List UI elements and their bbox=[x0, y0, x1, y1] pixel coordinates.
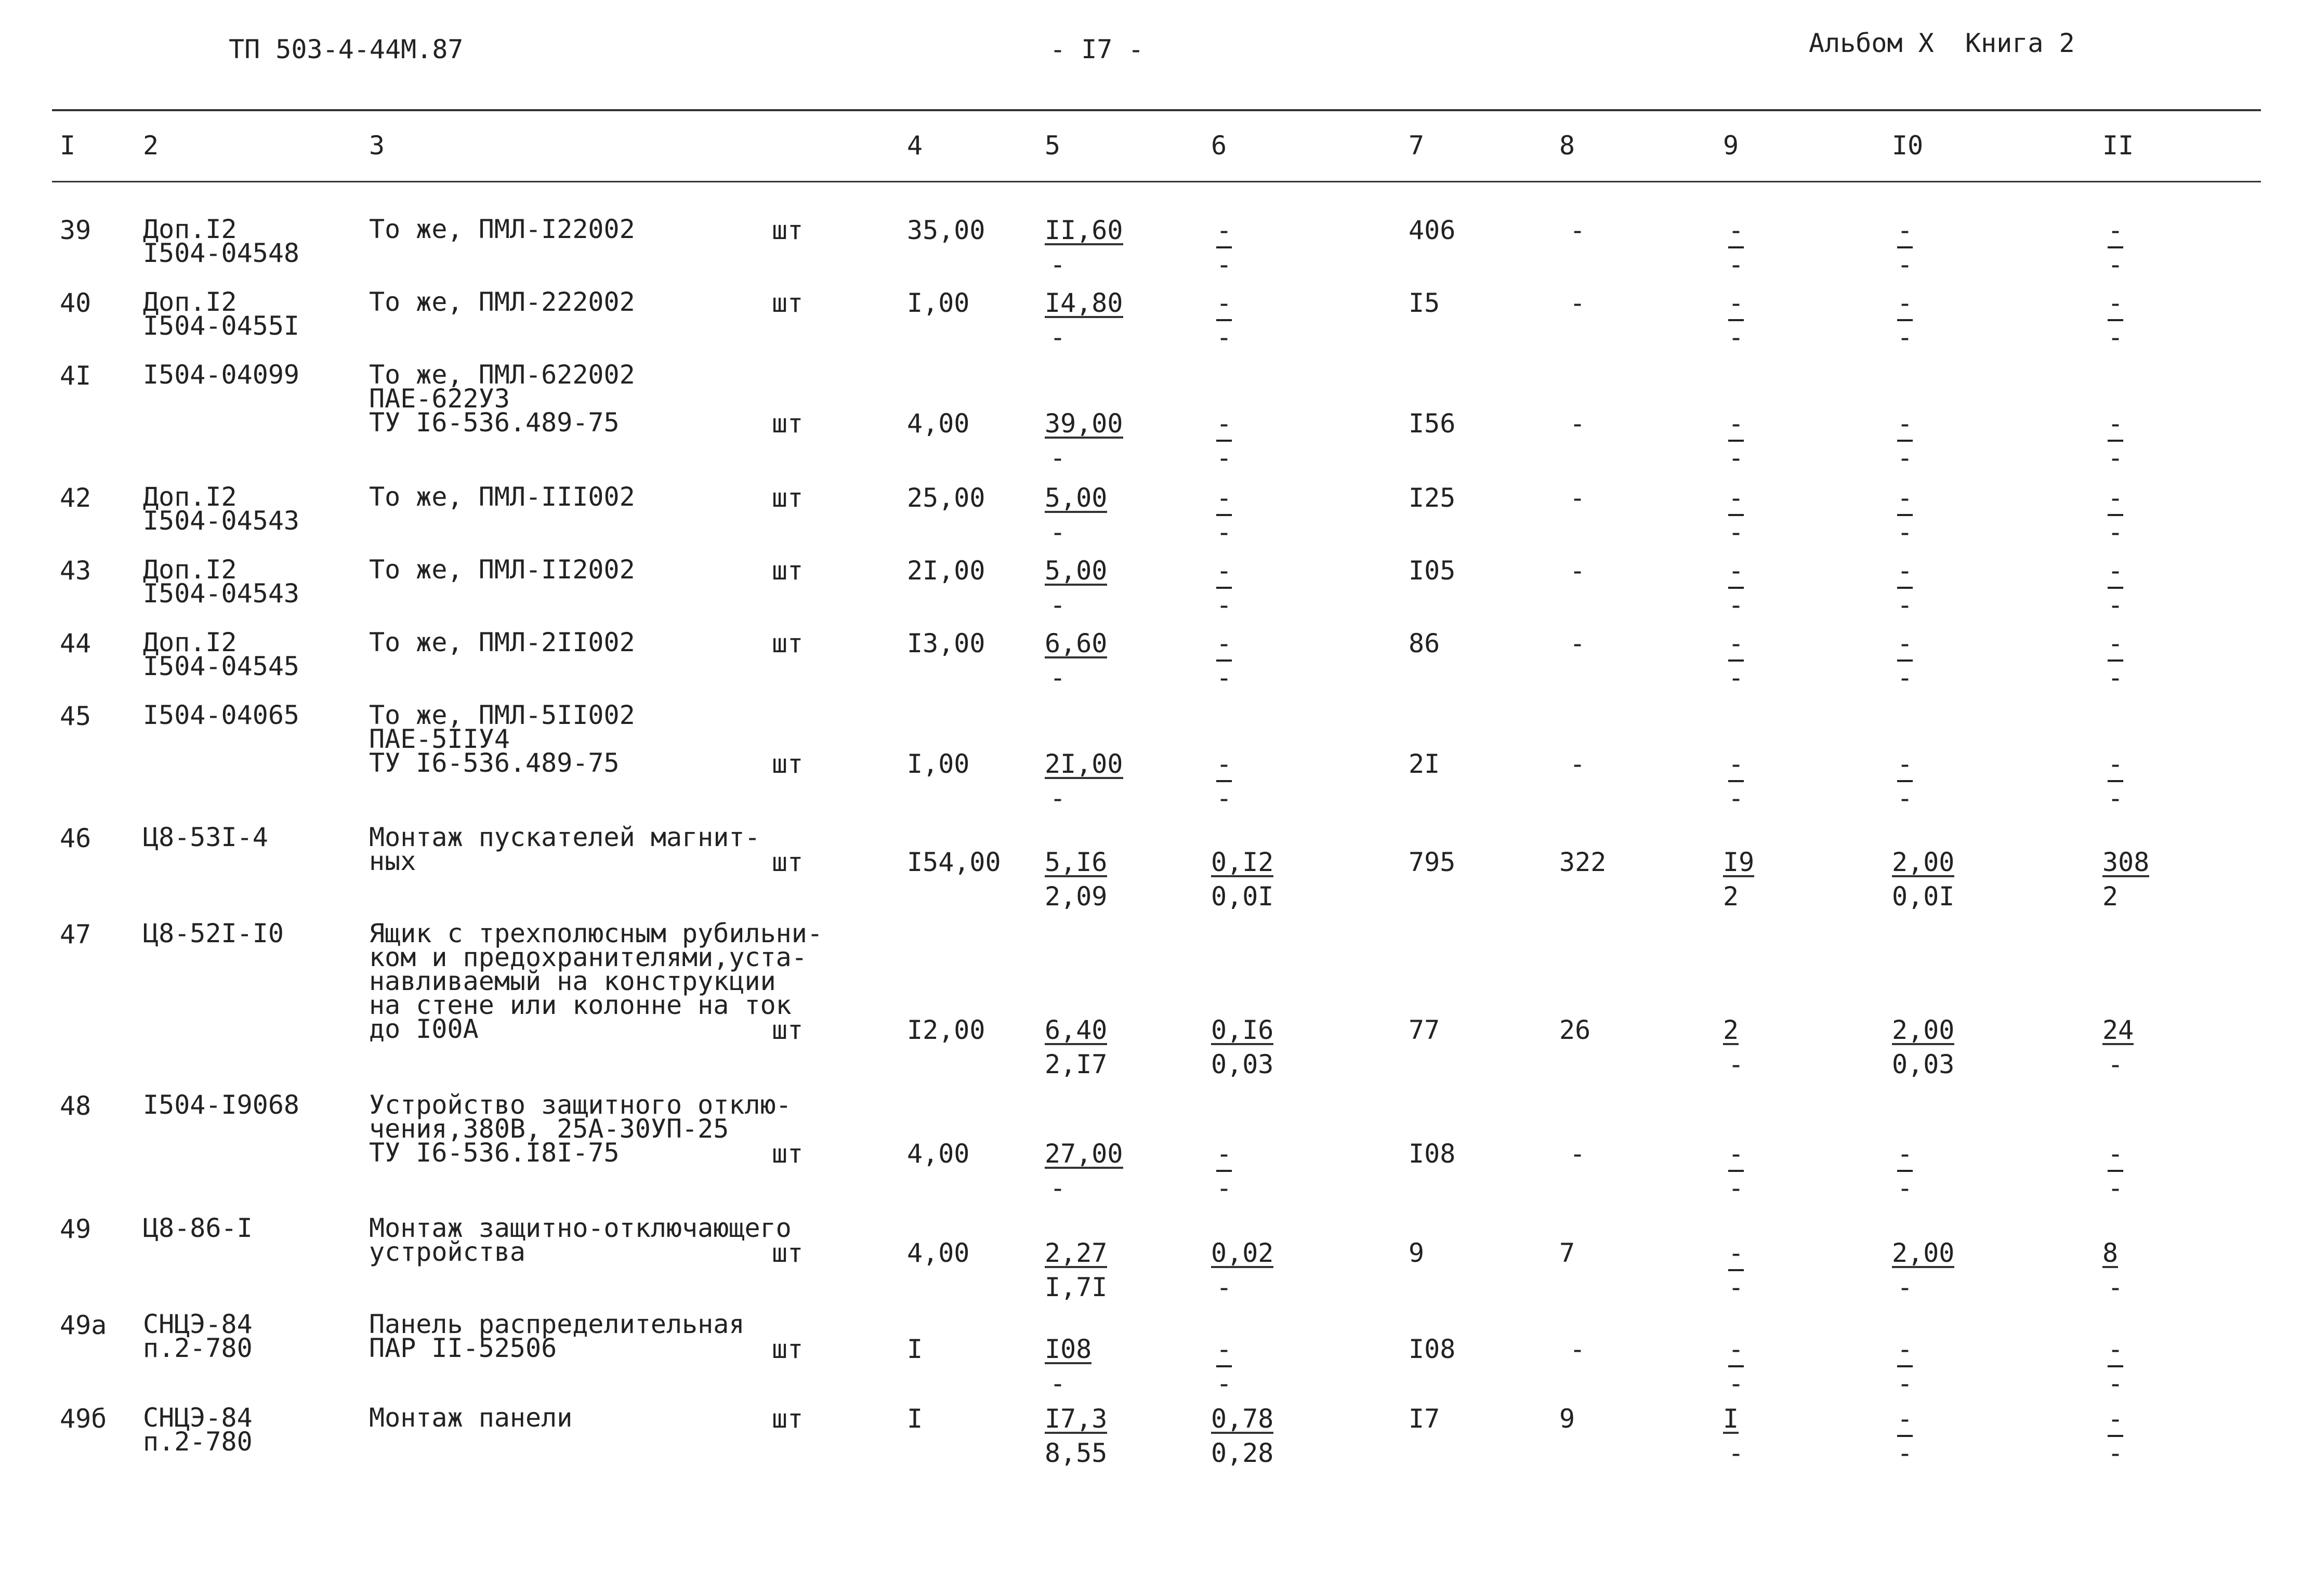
row-number: 46 bbox=[60, 823, 91, 853]
c6-numerator: - bbox=[1216, 408, 1232, 439]
c8-cell: - bbox=[1570, 483, 1586, 513]
c9-numerator: - bbox=[1728, 215, 1744, 245]
c6-numerator: - bbox=[1216, 628, 1232, 658]
c9-numerator bbox=[1723, 849, 1754, 877]
c8-cell: - bbox=[1570, 215, 1586, 245]
c11-numerator: - bbox=[2108, 288, 2124, 318]
c9-numerator bbox=[1723, 1406, 1739, 1434]
name-line: ком и предохранителями,уста- bbox=[369, 942, 807, 972]
quantity-cell: 4,00 bbox=[907, 1238, 970, 1268]
c5-value: 6,40 bbox=[1045, 1015, 1108, 1045]
c9-denominator: - bbox=[1728, 1272, 1744, 1302]
unit-cell: шт bbox=[772, 847, 804, 877]
c5-numerator bbox=[1045, 1141, 1123, 1169]
c11-numerator: - bbox=[2108, 556, 2124, 586]
c7-cell: 9 bbox=[1409, 1238, 1425, 1268]
c8-cell: 7 bbox=[1559, 1238, 1575, 1268]
name-line: То же, ПМЛ-622002 bbox=[369, 360, 635, 390]
c9-numerator: - bbox=[1728, 288, 1744, 318]
c9-value: 2 bbox=[1723, 1015, 1739, 1045]
c10-numerator: - bbox=[1897, 288, 1913, 318]
name-line: ных bbox=[369, 846, 416, 876]
c6-numerator: - bbox=[1216, 556, 1232, 586]
c5-denominator: - bbox=[1050, 322, 1066, 352]
c6-denominator: - bbox=[1216, 249, 1232, 280]
c10-numerator: - bbox=[1897, 215, 1913, 245]
c10-denominator: 0,03 bbox=[1892, 1049, 1955, 1079]
c10-denominator: - bbox=[1897, 1438, 1913, 1468]
c11-numerator: - bbox=[2108, 408, 2124, 439]
quantity-cell: I,00 bbox=[907, 749, 970, 779]
column-header-1: I bbox=[60, 130, 76, 161]
c8-cell: - bbox=[1570, 1334, 1586, 1364]
column-header-7: 7 bbox=[1409, 130, 1425, 161]
code-line: СНЦЭ-84 bbox=[143, 1403, 253, 1433]
c7-cell: 86 bbox=[1409, 628, 1440, 658]
quantity-cell: I,00 bbox=[907, 288, 970, 318]
c5-value: I7,3 bbox=[1045, 1404, 1108, 1434]
code-line: Ц8-52I-I0 bbox=[143, 918, 284, 948]
c9-numerator bbox=[1723, 1017, 1739, 1045]
name-line: То же, ПМЛ-I22002 bbox=[369, 214, 635, 244]
c11-denominator: - bbox=[2108, 249, 2124, 280]
c7-cell: I5 bbox=[1409, 288, 1440, 318]
unit-cell: шт bbox=[772, 1139, 804, 1169]
c10-denominator: - bbox=[1897, 517, 1913, 547]
c11-numerator: - bbox=[2108, 483, 2124, 513]
page-number: - I7 - bbox=[1050, 34, 1144, 64]
c5-value: 5,00 bbox=[1045, 556, 1108, 586]
column-header-6: 6 bbox=[1211, 130, 1227, 161]
row-number: 49а bbox=[60, 1310, 107, 1340]
c6-value: 0,I6 bbox=[1211, 1015, 1274, 1045]
column-header-10: I0 bbox=[1892, 130, 1924, 161]
unit-cell: шт bbox=[772, 628, 804, 658]
name-line: ТУ I6-536.489-75 bbox=[369, 748, 620, 778]
c5-denominator: - bbox=[1050, 663, 1066, 693]
c11-denominator: - bbox=[2108, 1368, 2124, 1399]
row-number: 4I bbox=[60, 361, 91, 391]
unit-cell: шт bbox=[772, 408, 804, 439]
row-number: 44 bbox=[60, 628, 91, 658]
name-line: ТУ I6-536.I8I-75 bbox=[369, 1138, 620, 1168]
c6-denominator: - bbox=[1216, 322, 1232, 352]
header-bottom-rule bbox=[52, 181, 2261, 182]
c8-cell: - bbox=[1570, 749, 1586, 779]
c8-cell: - bbox=[1570, 556, 1586, 586]
c6-denominator: 0,28 bbox=[1211, 1438, 1274, 1468]
column-header-3: 3 bbox=[369, 130, 385, 161]
c5-numerator bbox=[1045, 485, 1107, 513]
c9-denominator: - bbox=[1728, 663, 1744, 693]
c10-denominator: - bbox=[1897, 322, 1913, 352]
row-number: 42 bbox=[60, 483, 91, 513]
c9-denominator: - bbox=[1728, 249, 1744, 280]
c5-denominator: - bbox=[1050, 517, 1066, 547]
code-line: Доп.I2 bbox=[143, 482, 237, 512]
c10-value: 2,00 bbox=[1892, 847, 1955, 877]
c10-numerator: - bbox=[1897, 1404, 1913, 1434]
quantity-cell: 35,00 bbox=[907, 215, 985, 245]
name-line: ТУ I6-536.489-75 bbox=[369, 407, 620, 438]
unit-cell: шт bbox=[772, 1334, 804, 1364]
c9-numerator: - bbox=[1728, 556, 1744, 586]
unit-cell: шт bbox=[772, 215, 804, 245]
c11-denominator: - bbox=[2108, 663, 2124, 693]
c5-denominator: I,7I bbox=[1045, 1272, 1108, 1302]
name-line: То же, ПМЛ-5II002 bbox=[369, 700, 635, 730]
c9-denominator: - bbox=[1728, 1173, 1744, 1203]
c11-denominator: - bbox=[2108, 1438, 2124, 1468]
c8-cell: - bbox=[1570, 408, 1586, 439]
c5-numerator bbox=[1045, 1406, 1107, 1434]
c9-denominator: - bbox=[1728, 783, 1744, 813]
c5-value: 27,00 bbox=[1045, 1139, 1123, 1169]
c5-denominator: 2,09 bbox=[1045, 881, 1108, 912]
c6-denominator: - bbox=[1216, 1173, 1232, 1203]
row-number: 47 bbox=[60, 919, 91, 949]
c9-denominator: 2 bbox=[1723, 881, 1739, 912]
c11-numerator: - bbox=[2108, 1334, 2124, 1364]
quantity-cell: 2I,00 bbox=[907, 556, 985, 586]
unit-cell: шт bbox=[772, 749, 804, 779]
c5-denominator: 8,55 bbox=[1045, 1438, 1108, 1468]
c10-value: 2,00 bbox=[1892, 1015, 1955, 1045]
c8-cell: 322 bbox=[1559, 847, 1607, 877]
c11-value: 8 bbox=[2102, 1238, 2119, 1268]
c5-denominator: - bbox=[1050, 783, 1066, 813]
album-label: Альбом Х Книга 2 bbox=[1809, 28, 2075, 58]
c8-cell: - bbox=[1570, 288, 1586, 318]
c6-denominator: - bbox=[1216, 517, 1232, 547]
c6-numerator bbox=[1211, 849, 1273, 877]
c5-value: 2,27 bbox=[1045, 1238, 1108, 1268]
name-line: Устройство защитного отклю- bbox=[369, 1090, 792, 1120]
c10-numerator: - bbox=[1897, 483, 1913, 513]
c10-denominator: - bbox=[1897, 443, 1913, 473]
c9-denominator: - bbox=[1728, 590, 1744, 620]
name-line: чения,380В, 25А-30УП-25 bbox=[369, 1114, 729, 1144]
c5-numerator bbox=[1045, 849, 1107, 877]
c5-value: II,60 bbox=[1045, 215, 1123, 245]
c8-cell: 9 bbox=[1559, 1404, 1575, 1434]
code-line: I504-04543 bbox=[143, 506, 300, 536]
c6-denominator: - bbox=[1216, 590, 1232, 620]
c6-value: 0,02 bbox=[1211, 1238, 1274, 1268]
c5-numerator bbox=[1045, 751, 1123, 779]
c8-cell: - bbox=[1570, 1139, 1586, 1169]
c6-denominator: - bbox=[1216, 443, 1232, 473]
c6-numerator: - bbox=[1216, 1334, 1232, 1364]
c9-denominator: - bbox=[1728, 1368, 1744, 1399]
c9-value: I9 bbox=[1723, 847, 1755, 877]
c10-denominator: - bbox=[1897, 663, 1913, 693]
column-header-9: 9 bbox=[1723, 130, 1739, 161]
c9-denominator: - bbox=[1728, 1438, 1744, 1468]
code-line: п.2-780 bbox=[143, 1333, 253, 1363]
unit-cell: шт bbox=[772, 1238, 804, 1268]
c11-value: 308 bbox=[2102, 847, 2150, 877]
c5-numerator bbox=[1045, 1336, 1091, 1364]
c5-numerator bbox=[1045, 558, 1107, 586]
c6-numerator bbox=[1211, 1017, 1273, 1045]
quantity-cell: I2,00 bbox=[907, 1015, 985, 1045]
c6-numerator: - bbox=[1216, 483, 1232, 513]
c7-cell: I7 bbox=[1409, 1404, 1440, 1434]
name-line: Монтаж пускателей магнит- bbox=[369, 822, 760, 852]
c9-numerator: - bbox=[1728, 628, 1744, 658]
c11-denominator: - bbox=[2108, 590, 2124, 620]
name-line: до I00А bbox=[369, 1014, 479, 1044]
quantity-cell: I54,00 bbox=[907, 847, 1001, 877]
quantity-cell: I bbox=[907, 1404, 923, 1434]
c10-numerator: - bbox=[1897, 556, 1913, 586]
name-line: ПАЕ-622УЗ bbox=[369, 384, 510, 414]
c10-numerator bbox=[1892, 1240, 1954, 1268]
c9-numerator: - bbox=[1728, 1139, 1744, 1169]
row-number: 48 bbox=[60, 1091, 91, 1121]
name-line: навливаемый на конструкции bbox=[369, 966, 776, 996]
c7-cell: I56 bbox=[1409, 408, 1456, 439]
column-header-4: 4 bbox=[907, 130, 923, 161]
doc-code: ТП 503-4-44М.87 bbox=[229, 34, 464, 64]
c10-numerator: - bbox=[1897, 408, 1913, 439]
c10-numerator bbox=[1892, 849, 1954, 877]
c9-denominator: - bbox=[1728, 443, 1744, 473]
c6-denominator: - bbox=[1216, 1368, 1232, 1399]
row-number: 45 bbox=[60, 701, 91, 731]
code-line: I504-04543 bbox=[143, 578, 300, 609]
unit-cell: шт bbox=[772, 1015, 804, 1045]
c6-numerator bbox=[1211, 1406, 1273, 1434]
code-line: п.2-780 bbox=[143, 1427, 253, 1457]
c6-denominator: - bbox=[1216, 1272, 1232, 1302]
code-line: I504-I9068 bbox=[143, 1090, 300, 1120]
c5-denominator: - bbox=[1050, 1368, 1066, 1399]
quantity-cell: I bbox=[907, 1334, 923, 1364]
quantity-cell: 4,00 bbox=[907, 408, 970, 439]
c9-value: I bbox=[1723, 1404, 1739, 1434]
unit-cell: шт bbox=[772, 1404, 804, 1434]
c6-denominator: - bbox=[1216, 783, 1232, 813]
c10-numerator: - bbox=[1897, 749, 1913, 779]
c10-numerator bbox=[1892, 1017, 1954, 1045]
c7-cell: I08 bbox=[1409, 1139, 1456, 1169]
c10-value: 2,00 bbox=[1892, 1238, 1955, 1268]
c9-numerator: - bbox=[1728, 408, 1744, 439]
column-header-5: 5 bbox=[1045, 130, 1061, 161]
c9-numerator: - bbox=[1728, 483, 1744, 513]
c6-numerator: - bbox=[1216, 1139, 1232, 1169]
column-header-8: 8 bbox=[1559, 130, 1575, 161]
c9-numerator: - bbox=[1728, 1238, 1744, 1268]
name-line: То же, ПМЛ-222002 bbox=[369, 287, 635, 317]
name-line: То же, ПМЛ-2II002 bbox=[369, 627, 635, 657]
code-line: Доп.I2 bbox=[143, 555, 237, 585]
name-line: ПАР II-52506 bbox=[369, 1333, 557, 1363]
c11-numerator bbox=[2102, 849, 2149, 877]
c8-cell: 26 bbox=[1559, 1015, 1591, 1045]
c9-denominator: - bbox=[1728, 1049, 1744, 1079]
c7-cell: I25 bbox=[1409, 483, 1456, 513]
code-line: I504-04545 bbox=[143, 651, 300, 681]
c11-denominator: - bbox=[2108, 517, 2124, 547]
c5-value: 6,60 bbox=[1045, 628, 1108, 658]
c7-cell: I05 bbox=[1409, 556, 1456, 586]
c10-numerator: - bbox=[1897, 1139, 1913, 1169]
code-line: I504-04065 bbox=[143, 700, 300, 730]
c10-numerator: - bbox=[1897, 1334, 1913, 1364]
c10-denominator: - bbox=[1897, 1368, 1913, 1399]
c10-denominator: - bbox=[1897, 590, 1913, 620]
c11-denominator: - bbox=[2108, 1272, 2124, 1302]
c7-cell: 2I bbox=[1409, 749, 1440, 779]
c6-value: 0,I2 bbox=[1211, 847, 1274, 877]
code-line: СНЦЭ-84 bbox=[143, 1309, 253, 1339]
row-number: 39 bbox=[60, 215, 91, 245]
c6-numerator: - bbox=[1216, 215, 1232, 245]
c11-denominator: - bbox=[2108, 783, 2124, 813]
c9-denominator: - bbox=[1728, 322, 1744, 352]
c10-denominator: 0,0I bbox=[1892, 881, 1955, 912]
table-top-rule bbox=[52, 109, 2261, 111]
column-header-11: II bbox=[2102, 130, 2134, 161]
name-line: То же, ПМЛ-III002 bbox=[369, 482, 635, 512]
name-line: Монтаж защитно-отключающего bbox=[369, 1213, 792, 1243]
c11-numerator: - bbox=[2108, 1404, 2124, 1434]
c11-numerator: - bbox=[2108, 749, 2124, 779]
name-line: Панель распределительная bbox=[369, 1309, 745, 1339]
c11-numerator: - bbox=[2108, 1139, 2124, 1169]
row-number: 49 bbox=[60, 1214, 91, 1244]
c5-value: 2I,00 bbox=[1045, 749, 1123, 779]
c5-value: 5,I6 bbox=[1045, 847, 1108, 877]
c11-denominator: 2 bbox=[2102, 881, 2119, 912]
c11-numerator: - bbox=[2108, 628, 2124, 658]
c11-numerator bbox=[2102, 1017, 2134, 1045]
c5-denominator: - bbox=[1050, 1173, 1066, 1203]
c11-numerator: - bbox=[2108, 215, 2124, 245]
code-line: I504-04099 bbox=[143, 360, 300, 390]
c6-numerator: - bbox=[1216, 288, 1232, 318]
code-line: Доп.I2 bbox=[143, 627, 237, 657]
c5-value: 5,00 bbox=[1045, 483, 1108, 513]
c7-cell: 795 bbox=[1409, 847, 1456, 877]
c11-numerator bbox=[2102, 1240, 2118, 1268]
code-line: Доп.I2 bbox=[143, 287, 237, 317]
c5-value: I4,80 bbox=[1045, 288, 1123, 318]
c10-denominator: - bbox=[1897, 1173, 1913, 1203]
c6-value: 0,78 bbox=[1211, 1404, 1274, 1434]
quantity-cell: 4,00 bbox=[907, 1139, 970, 1169]
c10-denominator: - bbox=[1897, 783, 1913, 813]
c5-numerator bbox=[1045, 290, 1123, 318]
c6-denominator: 0,0I bbox=[1211, 881, 1274, 912]
code-line: Доп.I2 bbox=[143, 214, 237, 244]
code-line: Ц8-86-I bbox=[143, 1213, 253, 1243]
name-line: То же, ПМЛ-II2002 bbox=[369, 555, 635, 585]
c9-denominator: - bbox=[1728, 517, 1744, 547]
c5-denominator: - bbox=[1050, 249, 1066, 280]
code-line: Ц8-53I-4 bbox=[143, 822, 268, 852]
c5-numerator bbox=[1045, 408, 1123, 439]
row-number: 49б bbox=[60, 1404, 107, 1434]
unit-cell: шт bbox=[772, 288, 804, 318]
code-line: I504-0455I bbox=[143, 311, 300, 341]
c6-denominator: - bbox=[1216, 663, 1232, 693]
c5-numerator bbox=[1045, 630, 1107, 658]
c6-denominator: 0,03 bbox=[1211, 1049, 1274, 1079]
name-line: Монтаж панели bbox=[369, 1403, 573, 1433]
name-line: ПАЕ-5IIУ4 bbox=[369, 724, 510, 754]
c5-denominator: - bbox=[1050, 590, 1066, 620]
c11-denominator: - bbox=[2108, 1049, 2124, 1079]
c5-numerator bbox=[1045, 1240, 1107, 1268]
unit-cell: шт bbox=[772, 483, 804, 513]
column-header-2: 2 bbox=[143, 130, 159, 161]
c7-cell: I08 bbox=[1409, 1334, 1456, 1364]
name-line: устройства bbox=[369, 1237, 526, 1267]
c7-cell: 406 bbox=[1409, 215, 1456, 245]
c9-numerator: - bbox=[1728, 749, 1744, 779]
name-line: Ящик с трехполюсным рубильни- bbox=[369, 918, 823, 948]
c7-cell: 77 bbox=[1409, 1015, 1440, 1045]
c5-value: I08 bbox=[1045, 1334, 1092, 1364]
quantity-cell: 25,00 bbox=[907, 483, 985, 513]
c11-value: 24 bbox=[2102, 1015, 2134, 1045]
c8-cell: - bbox=[1570, 628, 1586, 658]
c5-numerator bbox=[1045, 217, 1123, 245]
c10-denominator: - bbox=[1897, 249, 1913, 280]
c5-denominator: 2,I7 bbox=[1045, 1049, 1108, 1079]
row-number: 43 bbox=[60, 556, 91, 586]
quantity-cell: I3,00 bbox=[907, 628, 985, 658]
c5-value: 39,00 bbox=[1045, 408, 1123, 439]
c10-denominator: - bbox=[1897, 1272, 1913, 1302]
c11-denominator: - bbox=[2108, 322, 2124, 352]
c10-numerator: - bbox=[1897, 628, 1913, 658]
c6-numerator: - bbox=[1216, 749, 1232, 779]
c5-denominator: - bbox=[1050, 443, 1066, 473]
c6-numerator bbox=[1211, 1240, 1273, 1268]
name-line: на стене или колонне на ток bbox=[369, 990, 792, 1020]
row-number: 40 bbox=[60, 288, 91, 318]
c5-numerator bbox=[1045, 1017, 1107, 1045]
unit-cell: шт bbox=[772, 556, 804, 586]
c9-numerator: - bbox=[1728, 1334, 1744, 1364]
c11-denominator: - bbox=[2108, 443, 2124, 473]
c11-denominator: - bbox=[2108, 1173, 2124, 1203]
code-line: I504-04548 bbox=[143, 238, 300, 268]
